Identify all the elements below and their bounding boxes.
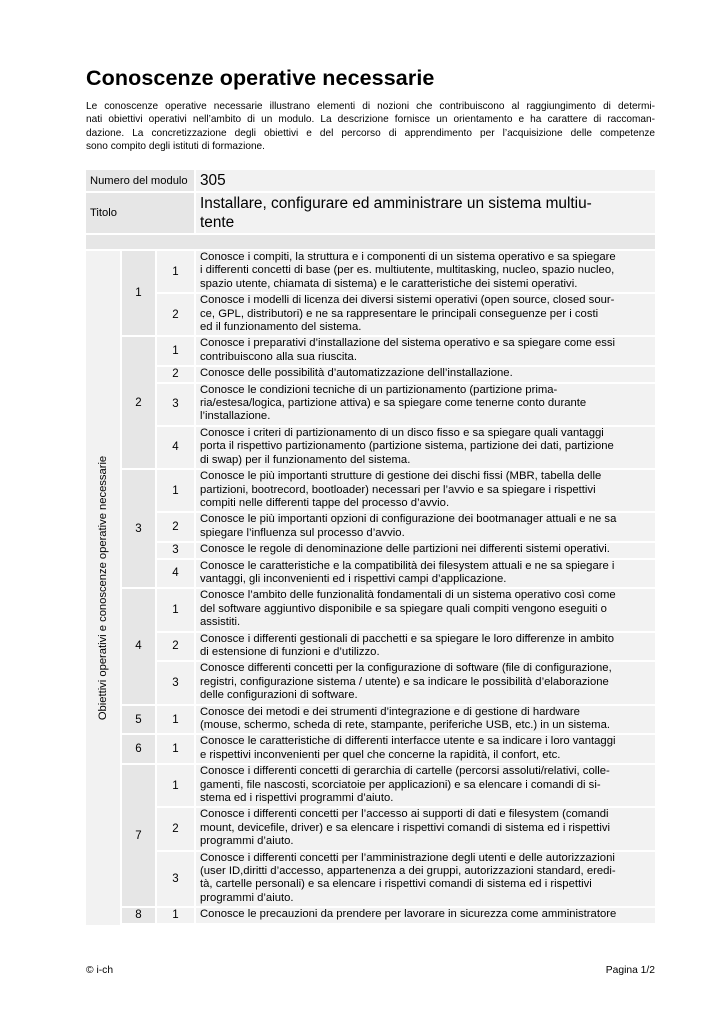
item-description-line: Conosce dei metodi e dei strumenti d’integrazione e di gestione di hardware — [200, 705, 580, 718]
table-spacer — [86, 235, 655, 251]
item-description-line: ce, GPL, distributori) e ne sa rappresentare le principali conseguenze per i costi — [200, 307, 599, 320]
item-description-line: l’installazione. — [200, 410, 271, 423]
item-description-line: di estensione di funzioni e d’utilizzo. — [200, 645, 380, 658]
item-number: 2 — [157, 367, 196, 383]
goal-number: 3 — [122, 470, 157, 589]
item-description-line: registri, configurazione sistema / utente) e sa indicare le possibilità d’elaborazione — [200, 675, 609, 688]
item-description-line: di swap) per il funzionamento del sistema. — [200, 453, 411, 466]
goal-number: 5 — [122, 706, 157, 736]
item-number: 2 — [157, 633, 196, 663]
item-description-line: Conosce i differenti concetti di gerarchia di cartelle (percorsi assoluti/relativi, colle- — [200, 765, 610, 778]
module-table — [86, 170, 655, 925]
item-number: 3 — [157, 662, 196, 705]
item-number: 1 — [157, 251, 196, 294]
item-description — [196, 852, 655, 909]
item-description-line: vantaggi, gli inconvenienti ed i rispettivi campi d’applicazione. — [200, 572, 507, 585]
item-description — [196, 908, 655, 924]
objectives-side-label: Obiettivi operativi e conoscenze operative necessarie — [97, 455, 109, 720]
item-description — [196, 808, 655, 851]
item-description-line: Conosce i differenti concetti per l’accesso ai supporti di dati e filesystem (comandi — [200, 808, 609, 821]
item-description-line: Conosce le precauzioni da prendere per lavorare in sicurezza come amministratore — [200, 908, 617, 921]
item-description — [196, 633, 655, 663]
item-description-line: Conosce le più importanti strutture di gestione dei dischi fissi (MBR, tabella delle — [200, 470, 602, 483]
item-description — [196, 706, 655, 736]
item-description-line: Conosce i modelli di licenza dei diversi sistemi operativi (open source, closed sour- — [200, 294, 615, 307]
item-number: 2 — [157, 294, 196, 337]
item-description-line: spazio utente, chiamata di sistema) e le caratteristiche dei sistemi operativi. — [200, 277, 578, 290]
objectives-side-label-cell — [86, 251, 122, 925]
item-number: 1 — [157, 908, 196, 924]
item-number: 1 — [157, 765, 196, 808]
item-description — [196, 367, 655, 383]
item-description-line: partizioni, bootrecord, bootloader) necessari per l’avvio e sa spiegare i rispettivi — [200, 483, 596, 496]
item-number: 1 — [157, 470, 196, 513]
item-description — [196, 294, 655, 337]
module-number-value: 305 — [196, 170, 655, 193]
item-description — [196, 543, 655, 559]
item-description-line: Conosce le regole di denominazione delle partizioni nei differenti sistemi operativi. — [200, 543, 610, 556]
item-description-line: Conosce i criteri di partizionamento di un disco fisso e sa spiegare quali vantaggi — [200, 426, 604, 439]
goal-number: 2 — [122, 337, 157, 470]
module-title-value — [196, 193, 655, 235]
item-description-line: stema ed i rispettivi programmi d’aiuto. — [200, 792, 394, 805]
item-number: 1 — [157, 337, 196, 367]
item-description — [196, 662, 655, 705]
item-number: 4 — [157, 560, 196, 590]
item-description-line: Conosce le più importanti opzioni di configurazione dei bootmanager attuali e ne sa — [200, 513, 617, 526]
intro-line: sono compito degli istituti di formazione. — [86, 141, 265, 153]
item-number: 3 — [157, 852, 196, 909]
item-number: 2 — [157, 808, 196, 851]
item-number: 4 — [157, 427, 196, 470]
item-description-line: i differenti concetti di base (per es. multiutente, multitasking, nucleo, spazio nucleo, — [200, 264, 615, 277]
item-description — [196, 513, 655, 543]
item-description — [196, 765, 655, 808]
goal-number: 4 — [122, 589, 157, 705]
item-description-line: gamenti, file nascosti, scorciatoie per applicazioni) e sa elencare i comandi di si- — [200, 778, 601, 791]
item-description — [196, 735, 655, 765]
item-description-line: tà, cartelle personali) e sa elencare i rispettivi comandi di sistema ed i rispettivi — [200, 878, 592, 891]
item-description-line: ria/estesa/logica, partizione attiva) e sa spiegare come tenerne conto durante — [200, 397, 587, 410]
module-title-line: Installare, configurare ed amministrare un sistema multiu- — [200, 195, 592, 212]
item-description-line: Conosce le caratteristiche e la compatibilità dei filesystem attuali e ne sa spiegare i — [200, 559, 615, 572]
item-description-line: contribuiscono alla sua riuscita. — [200, 350, 357, 363]
item-number: 1 — [157, 589, 196, 632]
goal-number: 7 — [122, 765, 157, 908]
item-description-line: mount, devicefile, driver) e sa elencare i rispettivi comandi di sistema ed i rispettivi — [200, 821, 610, 834]
item-description-line: (mouse, schermo, scheda di rete, stampante, periferiche USB, etc.) in un sistema. — [200, 719, 611, 731]
item-description-line: e rispettivi inconvenienti per quel che concerne la rapidità, il confort, etc. — [200, 748, 561, 761]
item-description — [196, 251, 655, 294]
item-description-line: programmi d’aiuto. — [200, 835, 294, 848]
item-description-line: Conosce i preparativi d’installazione del sistema operativo e sa spiegare come essi — [200, 337, 616, 350]
item-number: 3 — [157, 543, 196, 559]
footer-page-number: Pagina 1/2 — [605, 965, 655, 976]
footer-copyright: © i-ch — [86, 965, 114, 976]
item-description-line: spiegare l’influenza sul processo d’avvio. — [200, 526, 405, 539]
item-description-line: Conosce delle possibilità d’automatizzazione dell’installazione. — [200, 367, 513, 380]
item-description-line: Conosce le caratteristiche di differenti interfacce utente e sa indicare i loro vantaggi — [200, 735, 616, 748]
item-description-line: ed il funzionamento del sistema. — [200, 321, 362, 334]
intro-line: dazione. La concretizzazione degli obiettivi e del percorso di apprendimento per l’acquisizione delle competenze — [86, 127, 655, 139]
item-number: 1 — [157, 735, 196, 765]
item-description-line: programmi d’aiuto. — [200, 891, 294, 904]
item-description-line: Conosce i differenti gestionali di pacchetti e sa spiegare le loro differenze in ambito — [200, 632, 615, 645]
item-number: 2 — [157, 513, 196, 543]
item-description — [196, 337, 655, 367]
goal-number: 6 — [122, 735, 157, 765]
item-description-line: Conosce differenti concetti per la configurazione di software (file di configurazione, — [200, 662, 612, 675]
item-description-line: del software aggiuntivo disponibile e sa spiegare quali compiti vengono eseguiti o — [200, 602, 607, 615]
module-number-label: Numero del modulo — [86, 170, 196, 193]
item-description-line: Conosce i differenti concetti per l’amministrazione degli utenti e delle autorizzazioni — [200, 851, 615, 864]
intro-line: nati obiettivi operativi nell’ambito di un modulo. La descrizione fornisce un orientamento e ha carattere di raccoman- — [86, 114, 655, 126]
module-title-line: tente — [200, 214, 235, 231]
item-description-line: delle configurazioni di software. — [200, 689, 358, 702]
item-description-line: porta il rispettivo partizionamento (partizione sistema, partizione dei dati, partizione — [200, 440, 614, 453]
intro-line: Le conoscenze operative necessarie illustrano elementi di nozioni che contribuiscono al raggiungimento di determi- — [86, 101, 655, 112]
item-description — [196, 560, 655, 590]
item-number: 3 — [157, 384, 196, 427]
item-description-line: assistiti. — [200, 616, 241, 629]
goal-number: 8 — [122, 908, 157, 924]
item-number: 1 — [157, 706, 196, 736]
item-description — [196, 427, 655, 470]
intro-paragraph — [86, 100, 655, 154]
item-description-line: compiti nelle differenti tappe del processo d’avvio. — [200, 496, 450, 509]
item-description — [196, 589, 655, 632]
item-description-line: Conosce l’ambito delle funzionalità fondamentali di un sistema operativo così come — [200, 589, 616, 602]
module-title-label: Titolo — [86, 193, 196, 235]
item-description-line: Conosce le condizioni tecniche di un partizionamento (partizione prima- — [200, 383, 558, 396]
item-description-line: Conosce i compiti, la struttura e i componenti di un sistema operativo e sa spiegare — [200, 251, 616, 263]
item-description — [196, 470, 655, 513]
item-description-line: (user ID,diritti d’accesso, appartenenza a dei gruppi, autorizzazioni standard, eredi- — [200, 865, 616, 878]
item-description — [196, 384, 655, 427]
page-title: Conoscenze operative necessarie — [86, 66, 435, 90]
goal-number: 1 — [122, 251, 157, 337]
